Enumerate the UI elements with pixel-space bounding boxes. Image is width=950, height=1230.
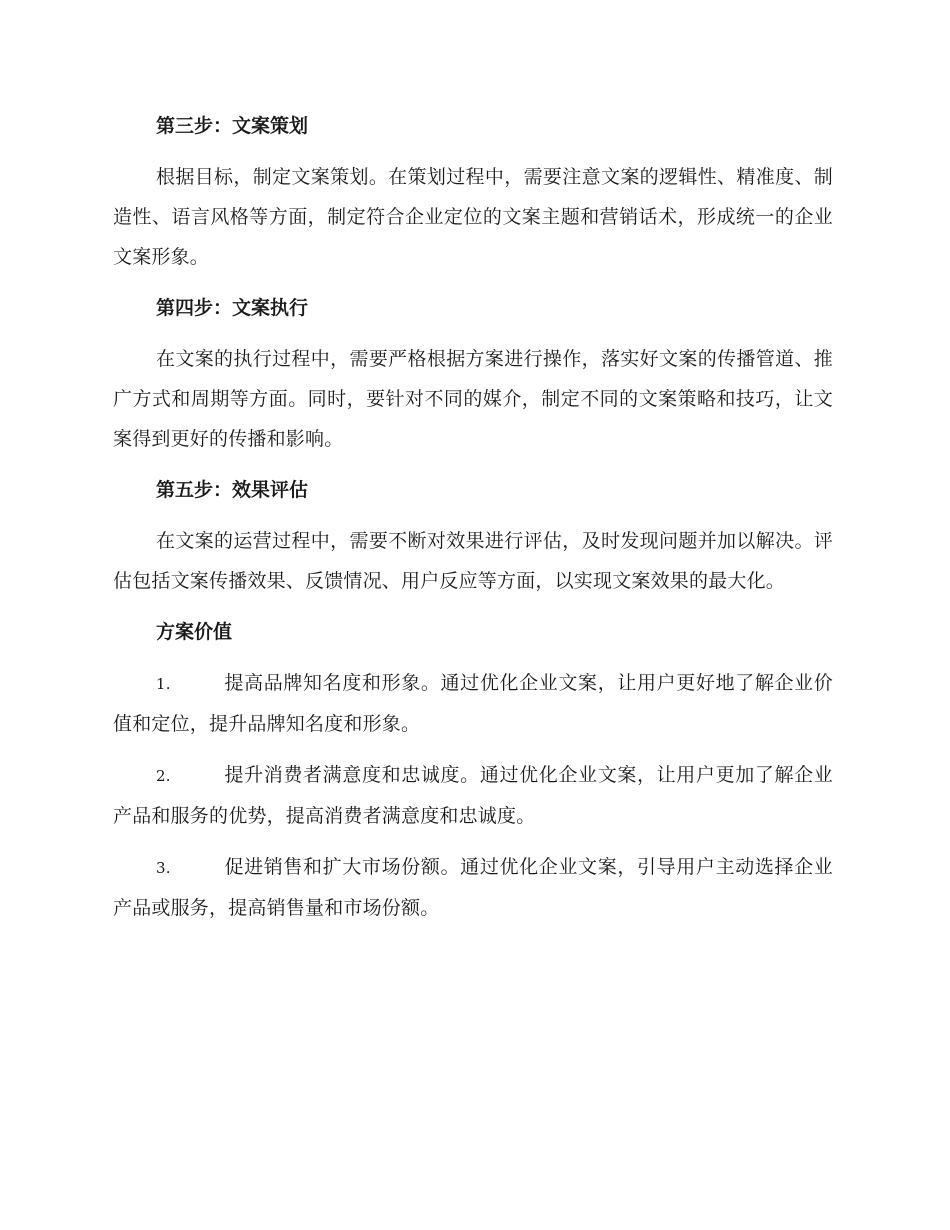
list-item-text: 提升消费者满意度和忠诚度。通过优化企业文案，让用户更加了解企业产品和服务的优势，提高消费者满意度和忠诚度。 bbox=[113, 764, 833, 827]
section-body-step3: 根据目标，制定文案策划。在策划过程中，需要注意文案的逻辑性、精准度、制造性、语言风格等方面，制定符合企业定位的文案主题和营销话术，形成统一的企业文案形象。 bbox=[113, 166, 833, 268]
list-item bbox=[113, 755, 833, 836]
document-page bbox=[113, 106, 833, 939]
section-body-step4: 在文案的执行过程中，需要严格根据方案进行操作，落实好文案的传播管道、推广方式和周期等方面。同时，要针对不同的媒介，制定不同的文案策略和技巧，让文案得到更好的传播和影响。 bbox=[113, 348, 833, 450]
list-item-text: 提高品牌知名度和形象。通过优化企业文案，让用户更好地了解企业价值和定位，提升品牌知名度和形象。 bbox=[113, 672, 833, 735]
section-heading-step5: 第五步：效果评估 bbox=[156, 479, 309, 501]
list-item-text: 促进销售和扩大市场份额。通过优化企业文案，引导用户主动选择企业产品或服务，提高销售量和市场份额。 bbox=[113, 856, 833, 919]
list-item bbox=[113, 847, 833, 928]
section-heading-step4: 第四步：文案执行 bbox=[156, 297, 309, 319]
section-heading-step3: 第三步：文案策划 bbox=[156, 115, 309, 137]
section-body-step5: 在文案的运营过程中，需要不断对效果进行评估，及时发现问题并加以解决。评估包括文案传播效果、反馈情况、用户反应等方面，以实现文案效果的最大化。 bbox=[113, 530, 833, 592]
list-item-number: 2. bbox=[156, 767, 171, 785]
value-section-heading: 方案价值 bbox=[156, 621, 233, 643]
list-item-number: 1. bbox=[156, 675, 171, 693]
list-item-number: 3. bbox=[156, 859, 171, 877]
list-item bbox=[113, 663, 833, 744]
